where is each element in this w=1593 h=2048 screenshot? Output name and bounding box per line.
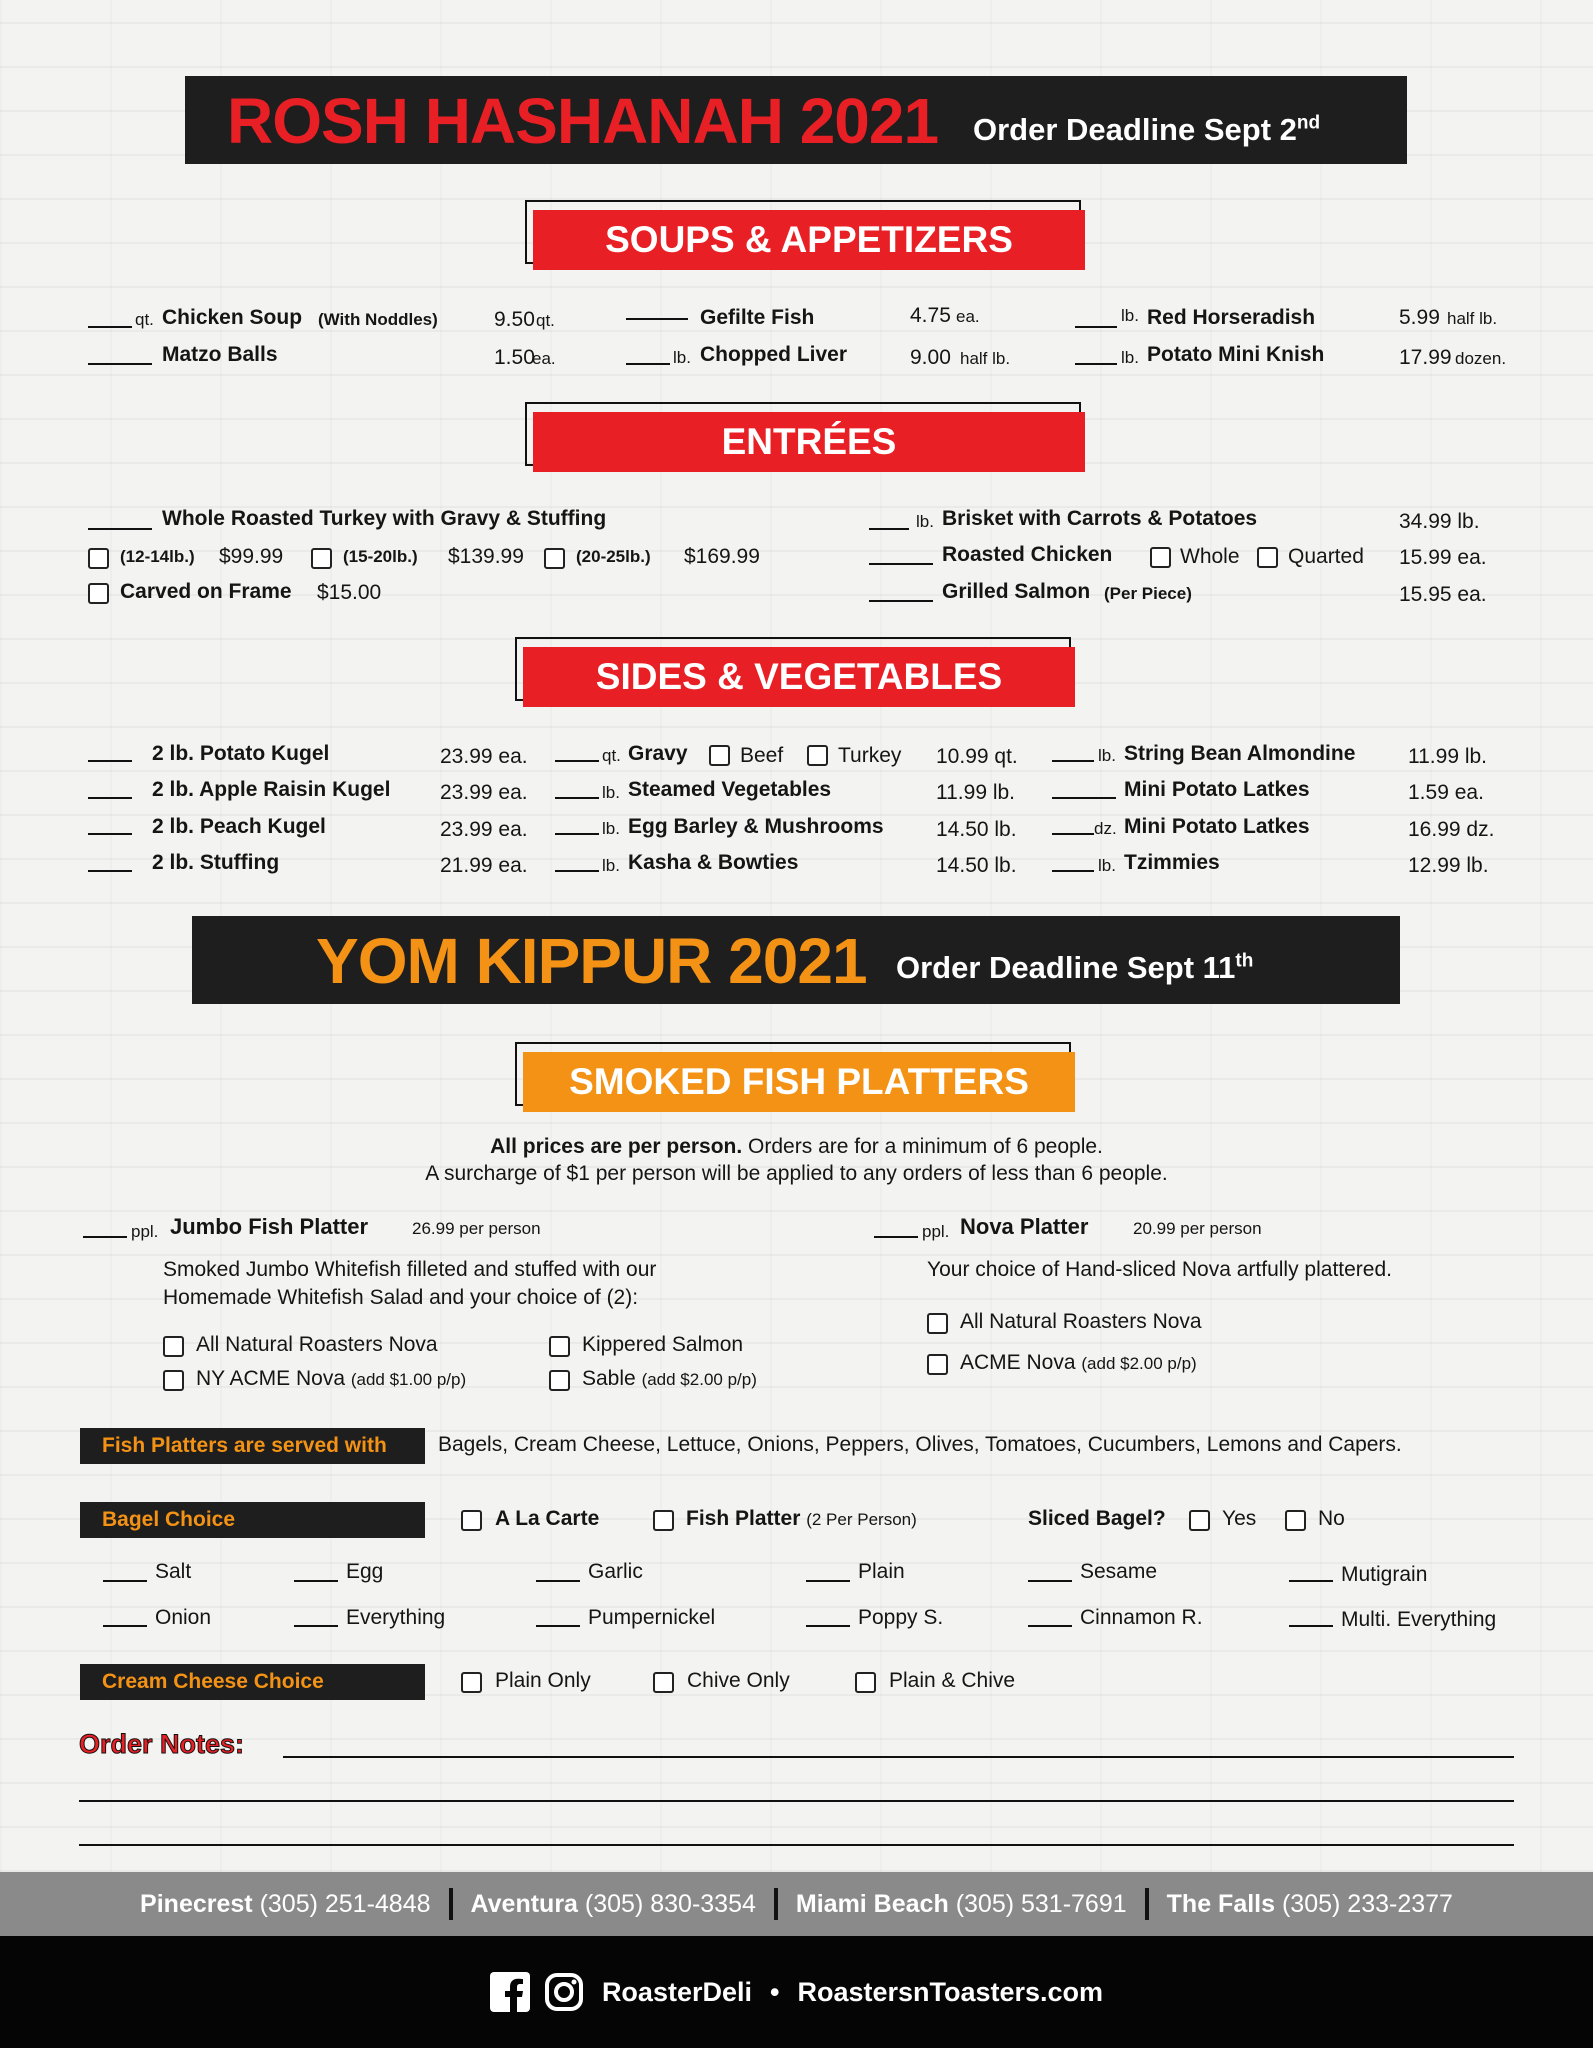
order-line — [1075, 326, 1117, 328]
soups-heading-label: SOUPS & APPETIZERS — [533, 210, 1085, 270]
order-notes-label: Order Notes: — [79, 1729, 245, 1759]
location-phone: (305) 251-4848 — [259, 1889, 431, 1918]
served-with-text: Bagels, Cream Cheese, Lettuce, Onions, Peppers, Olives, Tomatoes, Cucumbers, Lemons and Capers. — [438, 1433, 1402, 1456]
price-unit: half lb. — [1447, 309, 1498, 328]
order-line — [869, 600, 933, 602]
price: 21.99 ea. — [440, 854, 528, 877]
option-label: Kippered Salmon — [582, 1333, 744, 1356]
order-line — [103, 1580, 147, 1582]
bagel-plain: Plain — [858, 1560, 905, 1583]
entrees-heading — [525, 402, 1085, 476]
order-line — [806, 1580, 850, 1582]
option-label — [582, 1367, 757, 1391]
price: 17.99 — [1399, 346, 1452, 369]
item-gefilte-fish: Gefilte Fish — [700, 306, 815, 329]
order-line — [83, 1236, 127, 1238]
price: 26.99 per person — [412, 1219, 541, 1238]
order-line — [1052, 797, 1116, 799]
notes-line[interactable] — [283, 1756, 1514, 1758]
website-link[interactable]: RoastersnToasters.com — [797, 1976, 1104, 2007]
checkbox-fish-platter[interactable] — [653, 1510, 674, 1531]
checkbox-nova-acme-nova[interactable] — [927, 1354, 948, 1375]
order-line — [536, 1580, 580, 1582]
a-la-carte-label: A La Carte — [495, 1507, 600, 1530]
price-unit: ea. — [532, 349, 556, 368]
fish-surcharge-note: A surcharge of $1 per person will be applied to any orders of less than 6 people. — [425, 1162, 1168, 1185]
item-stuffing: 2 lb. Stuffing — [152, 851, 280, 874]
location-name: Miami Beach — [795, 1889, 949, 1918]
checkbox-turkey-15-20[interactable] — [311, 548, 332, 569]
order-line — [869, 528, 909, 530]
checkbox-gravy-beef[interactable] — [709, 745, 730, 766]
fish-platter-option — [686, 1507, 917, 1531]
location-aventura — [471, 1890, 756, 1919]
served-with-label: Fish Platters are served with — [80, 1428, 425, 1464]
facebook-icon[interactable] — [490, 1972, 530, 2012]
size-price: $169.99 — [684, 545, 760, 568]
checkbox-chicken-quarted[interactable] — [1257, 547, 1278, 568]
sliced-yes-label: Yes — [1222, 1507, 1257, 1530]
divider — [774, 1888, 778, 1920]
yom-deadline-text: Order Deadline Sept 11 — [896, 950, 1236, 985]
price: 16.99 dz. — [1408, 818, 1495, 841]
order-line — [88, 870, 132, 872]
price: 4.75 — [910, 304, 951, 327]
price-unit: half lb. — [960, 349, 1011, 368]
checkbox-chive-only[interactable] — [653, 1672, 674, 1693]
location-phone: (305) 233-2377 — [1281, 1889, 1453, 1918]
item-matzo-balls: Matzo Balls — [162, 343, 278, 366]
price: 23.99 ea. — [440, 781, 528, 804]
price: 11.99 lb. — [1408, 745, 1488, 768]
location-name: Aventura — [470, 1889, 578, 1918]
yom-deadline — [896, 950, 1253, 986]
option-text: NY ACME Nova — [196, 1367, 345, 1390]
bagel-salt: Salt — [155, 1560, 192, 1583]
order-line — [1052, 833, 1094, 835]
size-price: $139.99 — [448, 545, 524, 568]
checkbox-nova-roasters-nova[interactable] — [927, 1313, 948, 1334]
item-gravy: Gravy — [628, 742, 688, 765]
unit-label: lb. — [1098, 856, 1116, 875]
bagel-garlic: Garlic — [588, 1560, 643, 1583]
bagel-poppy: Poppy S. — [858, 1606, 944, 1629]
chicken-quarted-label: Quarted — [1288, 545, 1364, 568]
item-note: (Per Piece) — [1104, 584, 1192, 603]
cream-plain-and-chive: Plain & Chive — [889, 1669, 1016, 1692]
item-string-bean-almondine: String Bean Almondine — [1124, 742, 1356, 765]
price: 1.50 — [494, 346, 535, 369]
size-label: (15-20lb.) — [343, 547, 418, 566]
order-line — [88, 363, 152, 365]
unit-label: qt. — [135, 310, 154, 329]
location-miami-beach — [796, 1890, 1127, 1919]
fish-price-note — [0, 1135, 1593, 1159]
soups-heading — [525, 200, 1085, 274]
size-label: (20-25lb.) — [576, 547, 651, 566]
option-note: (add $2.00 p/p) — [641, 1370, 757, 1389]
location-pinecrest — [140, 1890, 430, 1919]
item-grilled-salmon: Grilled Salmon — [942, 580, 1091, 603]
price: 15.95 ea. — [1399, 583, 1487, 606]
price: 5.99 — [1399, 306, 1440, 329]
price: 9.50 — [494, 308, 535, 331]
rosh-deadline-sup: nd — [1296, 112, 1321, 134]
fish-heading-label: SMOKED FISH PLATTERS — [523, 1052, 1075, 1112]
option-text: Sable — [582, 1367, 636, 1390]
location-name: The Falls — [1166, 1889, 1276, 1918]
checkbox-jumbo-sable[interactable] — [549, 1370, 570, 1391]
option-note: (add $1.00 p/p) — [350, 1370, 467, 1389]
notes-line[interactable] — [79, 1800, 1514, 1802]
checkbox-sliced-yes[interactable] — [1189, 1510, 1210, 1531]
notes-line[interactable] — [79, 1844, 1514, 1846]
bagel-cinnamon: Cinnamon R. — [1080, 1606, 1203, 1629]
order-line — [555, 870, 599, 872]
rosh-deadline-text: Order Deadline Sept 2 — [973, 112, 1297, 147]
fish-heading — [515, 1042, 1075, 1116]
yom-kippur-title: YOM KIPPUR 2021 — [316, 925, 867, 997]
checkbox-carved-on-frame[interactable] — [88, 583, 109, 604]
order-line — [874, 1236, 918, 1238]
checkbox-chicken-whole[interactable] — [1150, 547, 1171, 568]
entrees-heading-label: ENTRÉES — [533, 412, 1085, 472]
unit-label: lb. — [1098, 746, 1116, 765]
item-nova-platter: Nova Platter — [960, 1214, 1089, 1239]
fish-platter-label: Fish Platter — [686, 1507, 801, 1530]
rosh-hashanah-banner — [185, 76, 1407, 164]
order-line — [1289, 1625, 1333, 1627]
item-apple-raisin-kugel: 2 lb. Apple Raisin Kugel — [152, 778, 391, 801]
item-red-horseradish: Red Horseradish — [1147, 306, 1316, 329]
order-line — [1052, 760, 1094, 762]
order-line — [1028, 1625, 1072, 1627]
item-whole-roasted-turkey: Whole Roasted Turkey with Gravy & Stuffing — [162, 507, 607, 530]
item-kasha-bowties: Kasha & Bowties — [628, 851, 799, 874]
location-phone: (305) 830-3354 — [584, 1889, 756, 1918]
checkbox-jumbo-roasters-nova[interactable] — [163, 1336, 184, 1357]
order-line — [626, 363, 670, 365]
order-line — [806, 1625, 850, 1627]
divider — [1145, 1888, 1149, 1920]
price: 15.99 ea. — [1399, 546, 1487, 569]
price-unit: ea. — [956, 307, 980, 326]
price: 20.99 per person — [1133, 1219, 1262, 1238]
unit-label: lb. — [1121, 306, 1139, 325]
cream-plain-only: Plain Only — [495, 1669, 591, 1692]
price: 11.99 lb. — [936, 781, 1016, 804]
item-mini-potato-latkes: Mini Potato Latkes — [1124, 778, 1310, 801]
checkbox-a-la-carte[interactable] — [461, 1510, 482, 1531]
checkbox-jumbo-acme-nova[interactable] — [163, 1370, 184, 1391]
checkbox-jumbo-kippered-salmon[interactable] — [549, 1336, 570, 1357]
gravy-beef-label: Beef — [740, 744, 784, 767]
checkbox-plain-only[interactable] — [461, 1672, 482, 1693]
option-label — [960, 1351, 1197, 1375]
item-potato-mini-knish: Potato Mini Knish — [1147, 343, 1325, 366]
order-line — [103, 1625, 147, 1627]
jumbo-description: Smoked Jumbo Whitefish filleted and stuffed with our — [163, 1258, 657, 1281]
checkbox-plain-and-chive[interactable] — [855, 1672, 876, 1693]
locations-bar — [0, 1872, 1593, 1936]
note-bold: All prices are per person. — [490, 1135, 743, 1158]
location-phone: (305) 531-7691 — [955, 1889, 1127, 1918]
item-note: (With Noddles) — [318, 310, 438, 329]
order-line — [1289, 1580, 1333, 1582]
item-chopped-liver: Chopped Liver — [700, 343, 848, 366]
price: 9.00 — [910, 346, 951, 369]
item-peach-kugel: 2 lb. Peach Kugel — [152, 815, 326, 838]
option-label: All Natural Roasters Nova — [196, 1333, 438, 1356]
cream-chive-only: Chive Only — [687, 1669, 790, 1692]
price: 23.99 ea. — [440, 818, 528, 841]
order-line — [88, 797, 132, 799]
unit-label: lb. — [602, 783, 620, 802]
checkbox-turkey-12-14[interactable] — [88, 548, 109, 569]
unit-label: qt. — [602, 746, 621, 765]
item-tzimmies: Tzimmies — [1124, 851, 1220, 874]
sides-heading-label: SIDES & VEGETABLES — [523, 647, 1075, 707]
bagel-multi-everything: Multi. Everything — [1341, 1608, 1497, 1631]
order-line — [88, 326, 132, 328]
order-line — [555, 833, 599, 835]
unit-label: lb. — [673, 348, 691, 367]
social-handle[interactable]: RoasterDeli — [601, 1976, 752, 2007]
order-line — [869, 563, 933, 565]
bagel-everything: Everything — [346, 1606, 446, 1629]
item-steamed-vegetables: Steamed Vegetables — [628, 778, 832, 801]
instagram-icon[interactable] — [544, 1972, 584, 2012]
chicken-whole-label: Whole — [1180, 545, 1240, 568]
price: 14.50 lb. — [936, 818, 1017, 841]
option-text: ACME Nova — [960, 1351, 1076, 1374]
price: 12.99 lb. — [1408, 854, 1489, 877]
divider — [449, 1888, 453, 1920]
sliced-bagel-label: Sliced Bagel? — [1028, 1507, 1166, 1530]
rosh-hashanah-title: ROSH HASHANAH 2021 — [227, 85, 939, 157]
jumbo-description: Homemade Whitefish Salad and your choice of (2): — [163, 1286, 639, 1309]
unit-label: lb. — [602, 819, 620, 838]
order-line — [294, 1580, 338, 1582]
location-the-falls — [1167, 1890, 1453, 1919]
note-rest: Orders are for a minimum of 6 people. — [742, 1135, 1103, 1158]
order-line — [294, 1625, 338, 1627]
unit-label: ppl. — [131, 1222, 159, 1241]
fish-platter-note: (2 Per Person) — [806, 1510, 917, 1529]
order-line — [1075, 363, 1117, 365]
order-line — [555, 760, 599, 762]
sliced-no-label: No — [1318, 1507, 1345, 1530]
item-roasted-chicken: Roasted Chicken — [942, 543, 1113, 566]
gravy-turkey-label: Turkey — [838, 744, 902, 767]
bagel-onion: Onion — [155, 1606, 212, 1629]
sides-heading — [515, 637, 1075, 711]
checkbox-turkey-20-25[interactable] — [544, 548, 565, 569]
unit-label: lb. — [1121, 348, 1139, 367]
bagel-choice-label: Bagel Choice — [80, 1502, 425, 1538]
item-potato-kugel: 2 lb. Potato Kugel — [152, 742, 330, 765]
location-name: Pinecrest — [140, 1889, 253, 1918]
bagel-sesame: Sesame — [1080, 1560, 1158, 1583]
carved-price: $15.00 — [317, 581, 382, 604]
size-label: (12-14lb.) — [120, 547, 195, 566]
order-line — [1052, 870, 1094, 872]
bagel-pumpernickel: Pumpernickel — [588, 1606, 716, 1629]
price-unit: dozen. — [1455, 349, 1507, 368]
price: 10.99 qt. — [936, 745, 1018, 768]
price: 14.50 lb. — [936, 854, 1017, 877]
bagel-mutigrain: Mutigrain — [1341, 1563, 1428, 1586]
nova-description: Your choice of Hand-sliced Nova artfully plattered. — [927, 1258, 1392, 1281]
rosh-deadline — [973, 112, 1320, 148]
yom-kippur-banner — [192, 916, 1400, 1004]
order-line — [536, 1625, 580, 1627]
order-line — [1028, 1580, 1072, 1582]
option-label: All Natural Roasters Nova — [960, 1310, 1202, 1333]
order-line — [88, 528, 152, 530]
unit-label: lb. — [916, 512, 934, 531]
item-brisket: Brisket with Carrots & Potatoes — [942, 507, 1258, 530]
unit-label: ppl. — [922, 1222, 950, 1241]
yom-deadline-sup: th — [1235, 950, 1254, 972]
order-line — [626, 318, 688, 320]
unit-label: lb. — [602, 856, 620, 875]
social-bar — [0, 1936, 1593, 2048]
bullet-separator: • — [770, 1976, 780, 2007]
order-line — [88, 833, 132, 835]
item-egg-barley: Egg Barley & Mushrooms — [628, 815, 884, 838]
price: 34.99 lb. — [1399, 510, 1480, 533]
option-note: (add $2.00 p/p) — [1081, 1354, 1197, 1373]
carved-on-frame-label: Carved on Frame — [120, 580, 292, 603]
price: 1.59 ea. — [1408, 781, 1484, 804]
price-unit: qt. — [536, 311, 555, 330]
size-price: $99.99 — [219, 545, 284, 568]
checkbox-gravy-turkey[interactable] — [807, 745, 828, 766]
checkbox-sliced-no[interactable] — [1285, 1510, 1306, 1531]
unit-label: dz. — [1094, 819, 1117, 838]
item-mini-potato-latkes-dozen: Mini Potato Latkes — [1124, 815, 1310, 838]
price: 23.99 ea. — [440, 745, 528, 768]
item-jumbo-fish-platter: Jumbo Fish Platter — [170, 1214, 369, 1239]
item-chicken-soup: Chicken Soup — [162, 306, 303, 329]
order-line — [555, 797, 599, 799]
option-label — [196, 1367, 466, 1391]
order-line — [88, 760, 132, 762]
cream-cheese-label: Cream Cheese Choice — [80, 1664, 425, 1700]
bagel-egg: Egg — [346, 1560, 384, 1583]
